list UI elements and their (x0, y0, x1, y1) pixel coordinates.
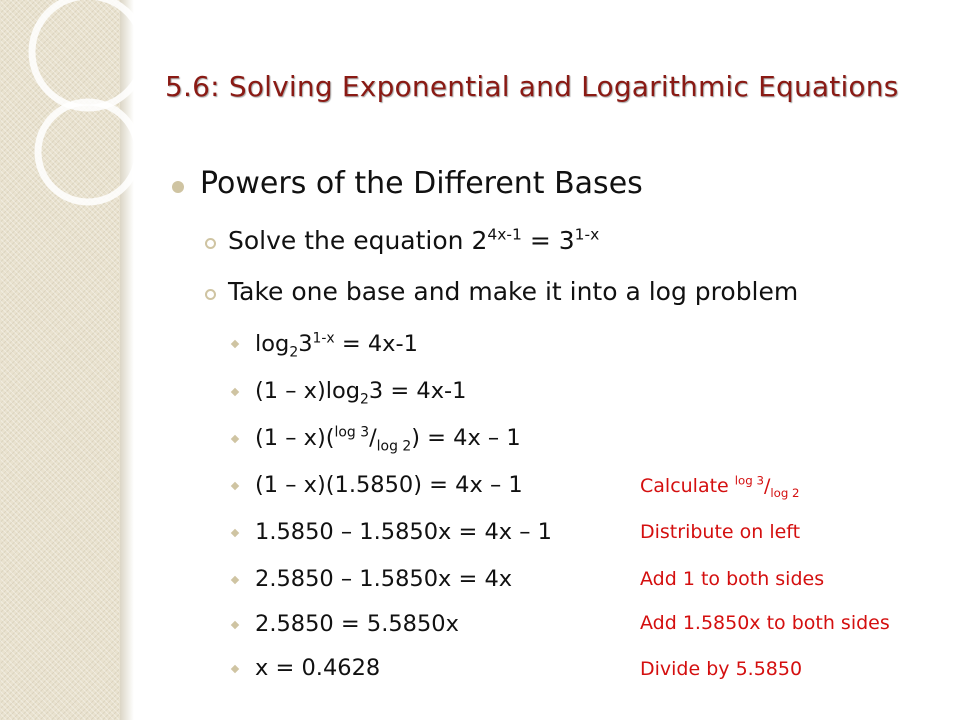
step-bullet (231, 576, 239, 584)
sub-point-solve-equation: Solve the equation $2^{4x-1} = 3^{1-x}$ (228, 225, 600, 255)
note-add-one: Add 1 to both sides (640, 568, 825, 590)
step-6: 2.5850 – 1.5850x = 4x (255, 566, 513, 592)
sub-bullet-ring (205, 289, 216, 300)
step-8: x = 0.4628 (255, 655, 381, 681)
step-4: (1 – x)(1.5850) = 4x – 1 (255, 472, 523, 498)
step-bullet (231, 388, 239, 396)
note-add-term: Add 1.5850x to both sides (640, 612, 890, 634)
step-7: 2.5850 = 5.5850x (255, 611, 459, 637)
step-bullet (231, 665, 239, 673)
sub-bullet-ring (205, 238, 216, 249)
deco-circle-bottom (38, 102, 138, 202)
slide-title: 5.6: Solving Exponential and Logarithmic Equations (165, 70, 899, 103)
step-3: $(1 - x)(^{log 3}/_{log 2}) = 4x - 1$ (255, 424, 521, 455)
note-calculate: Calculate $^{log 3}/_{log 2}$ (640, 473, 800, 500)
step-bullet (231, 435, 239, 443)
sub-point-take-one-base: Take one base and make it into a log problem (228, 277, 799, 306)
step-bullet (231, 621, 239, 629)
deco-circle-top (32, 0, 140, 108)
step-bullet (231, 340, 239, 348)
step-1: $\log_23^{1-x} = 4x-1$ (255, 330, 418, 361)
heading-powers-different-bases: Powers of the Different Bases (200, 166, 643, 201)
step-bullet (231, 482, 239, 490)
bullet-dot (172, 181, 184, 193)
note-distribute: Distribute on left (640, 521, 801, 543)
step-bullet (231, 529, 239, 537)
step-2: $(1 - x)\log_23 = 4x-1$ (255, 378, 467, 408)
note-divide: Divide by 5.5850 (640, 658, 803, 680)
decorative-circles (0, 0, 140, 720)
step-5: 1.5850 – 1.5850x = 4x – 1 (255, 519, 552, 545)
